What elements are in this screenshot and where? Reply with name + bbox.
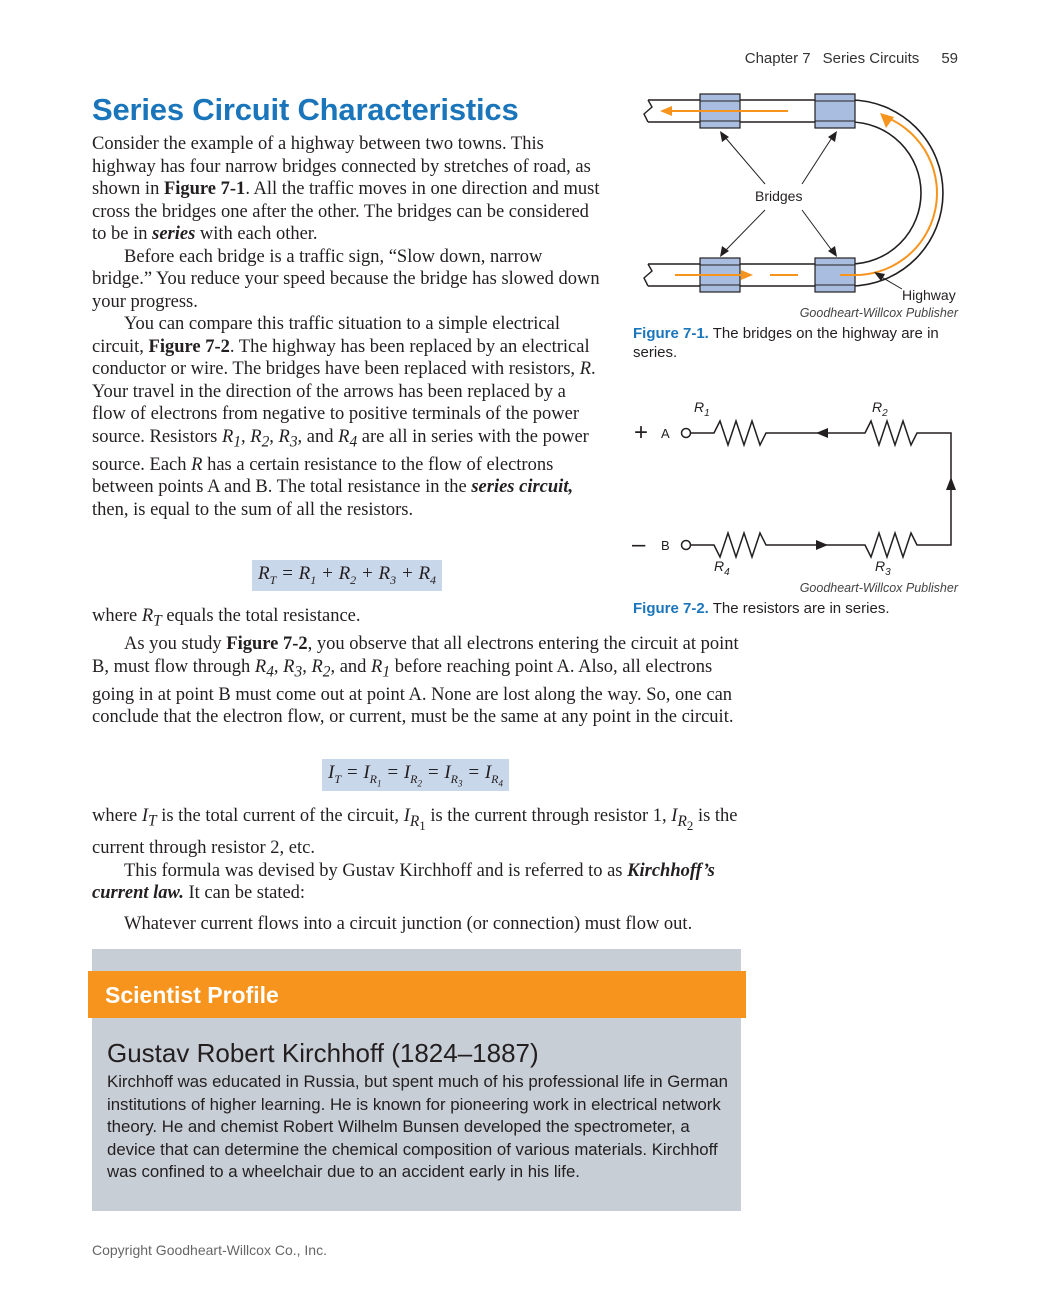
r2-label: $R_2$ (872, 399, 888, 419)
minus-sign: – (632, 531, 646, 558)
scientist-profile-label: Scientist Profile (105, 982, 279, 1008)
current-arrow-right (946, 477, 956, 490)
bridges-label: Bridges (755, 188, 803, 204)
figure-7-1-credit: Goodheart-Willcox Publisher (799, 306, 958, 320)
terminal-b (682, 541, 691, 550)
current-arrow-top (816, 428, 828, 438)
page-number: 59 (941, 50, 958, 67)
point-b-label: B (661, 538, 670, 553)
paragraph-total-resistance: where $R_T$ equals the total resistance. (92, 606, 361, 630)
key-term-series: series (152, 224, 196, 244)
r1-label: $R_1$ (694, 399, 710, 419)
scientist-biography: Kirchhoff was educated in Russia, but spent much of his professional life in German institutions of higher learning. He is known for pioneering work in electrical network theory. He and chemist Robert Wilhelm Bunsen developed the spectrometer, a device that can determine the chemical composition of various materials. Kirchhoff was confined to a wheelchair due to an accident early in his life. (107, 1072, 728, 1181)
current-text (92, 605, 742, 729)
terminal-a (682, 429, 691, 438)
law-statement: Whatever current flows into a circuit junction (or connection) must flow out. (124, 913, 693, 934)
key-term-series-circuit: series circuit, (471, 477, 574, 498)
point-a-label: A (661, 426, 670, 441)
scientist-name: Gustav Robert Kirchhoff (1824–1887) (107, 1038, 539, 1068)
figure-7-1-caption: Figure 7-1. The bridges on the highway are in series. (633, 325, 939, 361)
chapter-label: Chapter 7 (744, 50, 811, 67)
equation-total-resistance: $R_T = R_1 + R_2 + R_3 + R_4$ (252, 560, 442, 591)
figure-7-1-highway-diagram (640, 92, 970, 307)
r3-label: $R_3$ (875, 558, 891, 578)
paragraph-electron-flow: As you study Figure 7-2, you observe that all electrons entering the circuit at point B, must flow through $R_4$, $R_3$, $R_2$, and $R_1$ before reaching point A. Also, all electrons going in at point B must come out at point A. None are lost along the way. So, one can conclude that the electron flow, or current, must be the same at any point in the circuit. (92, 634, 739, 728)
chapter-title: Series Circuits (822, 50, 920, 67)
paragraph-kirchhoff-law: This formula was devised by Gustav Kirchhoff and is referred to as Kirchhoff’s current law. It can be stated: (92, 860, 715, 904)
figure-7-2-circuit-diagram (630, 395, 965, 580)
kirchhoff-text (92, 805, 742, 935)
bridge-top-right (815, 94, 855, 128)
plus-sign: + (634, 419, 649, 446)
copyright-footer: Copyright Goodheart-Willcox Co., Inc. (92, 1242, 327, 1258)
paragraph-traffic-sign: Before each bridge is a traffic sign, “Slow down, narrow bridge.” You reduce your speed because the bridge has slowed down your progress. (92, 246, 600, 312)
paragraph-current-definition: where $I_T$ is the total current of the circuit, $I_{R_1}$ is the current through resistor 1, $I_{R_2}$ is the current through resistor 2, etc. (92, 806, 738, 859)
highway-label: Highway (902, 287, 956, 303)
section-title: Series Circuit Characteristics (92, 92, 519, 127)
key-term-kirchhoff: Kirchhoff’s current law. (92, 860, 715, 904)
figure-7-2-caption: Figure 7-2. The resistors are in series. (633, 600, 890, 617)
figure-ref: Figure 7-1 (163, 179, 246, 199)
intro-column (92, 133, 602, 521)
running-header (733, 50, 958, 67)
r4-label: $R_4$ (714, 558, 730, 578)
paragraph-circuit: You can compare this traffic situation to a simple electrical circuit, Figure 7-2. The highway has been replaced by an electrical conductor or wire. The bridges have been replaced with resistors, R. Your travel in the direction of the arrows has been replaced by a flow of electrons from negative to positive terminals of the power source. Resistors $R_1$, $R_2$, $R_3$, and $R_4$ are all in series with the power source. Each R has a certain resistance to the flow of electrons between points A and B. The total resistance in the series circuit, then, is equal to the sum of all the resistors. (92, 314, 596, 520)
figure-7-2-credit: Goodheart-Willcox Publisher (799, 581, 958, 595)
paragraph-highway: Consider the example of a highway between two towns. This highway has four narrow bridges connected by stretches of road, as shown in Figure 7-1. All the traffic moves in one direction and must cross the bridges one after the other. The bridges can be considered to be in series with each other. (92, 134, 600, 244)
current-arrow-bottom (816, 540, 828, 550)
equation-total-current: $I_T = I_{R_1} = I_{R_2} = I_{R_3} = I_{R_4}$ (322, 759, 509, 791)
